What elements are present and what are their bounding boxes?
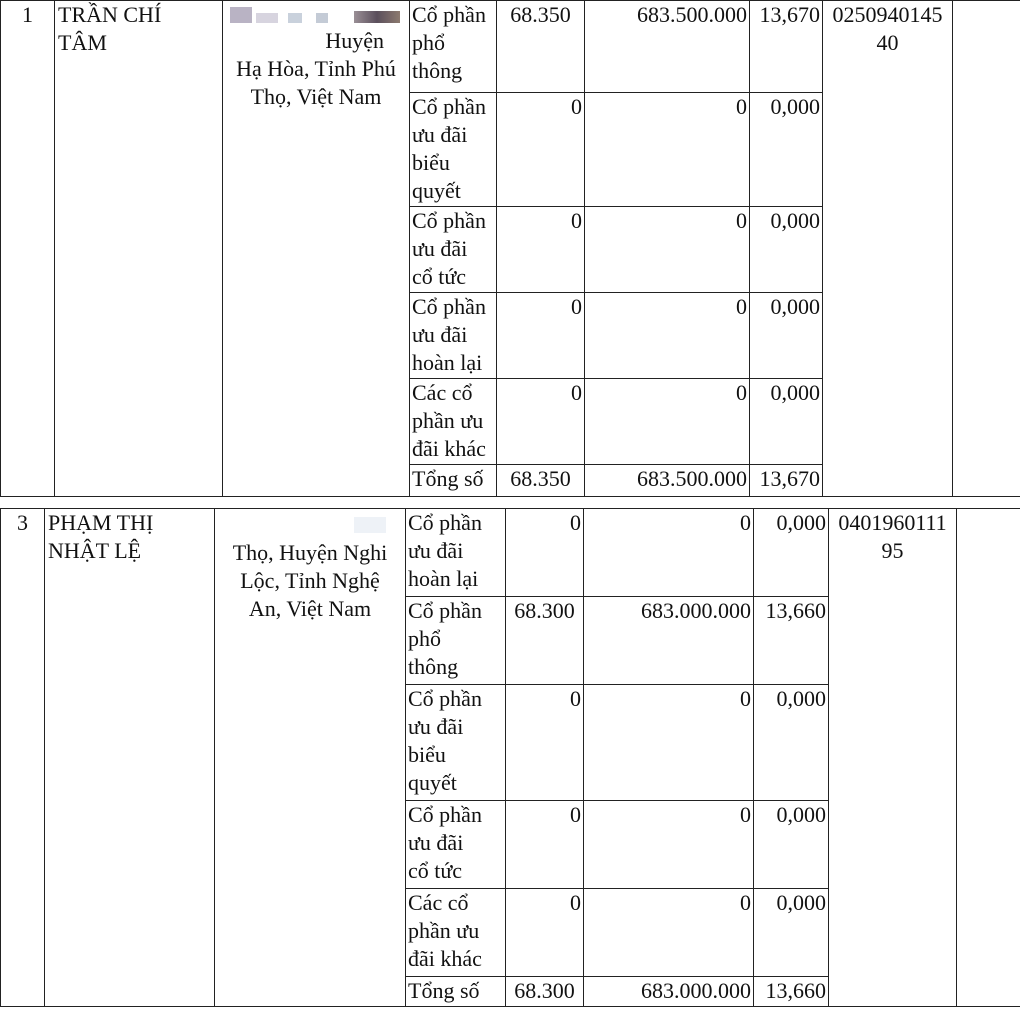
share-type-line: đãi khác [408,946,482,971]
quantity-cell: 0 [506,509,584,597]
share-type-line: ưu đãi [412,322,468,347]
ratio-cell: 0,000 [754,801,829,889]
share-type-cell [410,207,497,293]
share-type-cell [410,293,497,379]
id-number-line: 40 [876,30,899,55]
shareholder-block-1 [0,0,1020,497]
ratio-cell: 0,000 [754,685,829,801]
ratio-cell: 0,000 [754,509,829,597]
value-cell: 683.500.000 [585,1,750,93]
ratio-cell: 13,660 [754,977,829,1007]
ratio-cell: 13,670 [750,465,823,497]
share-type-line: Cổ phần [412,294,486,319]
share-type-line: cổ tức [412,264,467,289]
share-type-line: phổ [408,626,441,651]
share-type-line: quyết [408,770,457,795]
value-cell: 0 [585,207,750,293]
ratio-cell: 0,000 [750,379,823,465]
shareholder-table-1 [0,0,1020,497]
quantity-cell: 0 [506,685,584,801]
name-cell [55,1,223,497]
share-type-line: hoàn lại [408,566,479,591]
share-type-cell: Tổng số [406,977,506,1007]
share-type-line: quyết [412,178,461,203]
address-line: Thọ, Huyện Nghi [232,540,388,565]
share-type-line: phổ [412,30,445,55]
share-type-line: Cổ phần [408,510,482,535]
name-cell [45,509,215,1007]
share-type-line: Cổ phần [412,2,486,27]
address-cell [223,1,410,497]
share-type-line: đãi khác [412,436,486,461]
share-type-cell [406,889,506,977]
share-type-line: biểu [412,150,450,175]
value-cell: 0 [584,685,754,801]
value-cell: 683.000.000 [584,597,754,685]
quantity-cell: 0 [497,93,585,207]
note-cell [953,1,1020,497]
quantity-cell: 0 [497,379,585,465]
address-line: An, Việt Nam [248,596,372,621]
name-line: TÂM [58,30,107,55]
value-cell: 0 [585,379,750,465]
share-type-cell [406,597,506,685]
quantity-cell: 68.300 [506,597,584,685]
value-cell: 683.000.000 [584,977,754,1007]
share-type-line: phần ưu [412,408,484,433]
ratio-cell: 0,000 [754,889,829,977]
note-cell [957,509,1020,1007]
quantity-cell: 68.350 [497,465,585,497]
share-type-line: Các cổ [408,890,469,915]
share-type-line: Cổ phần [408,802,482,827]
shareholder-table-2 [0,508,1020,1007]
share-type-line: ưu đãi [408,538,464,563]
quantity-cell: 68.350 [497,1,585,93]
address-line: Lộc, Tỉnh Nghệ [240,568,380,593]
share-type-line: Cổ phần [408,686,482,711]
ratio-cell: 13,670 [750,1,823,93]
shareholder-block-2 [0,508,1020,1007]
ratio-cell: 0,000 [750,293,823,379]
id-number-cell [823,1,953,497]
name-line: NHẬT LỆ [48,538,142,563]
quantity-cell: 0 [506,889,584,977]
quantity-cell: 0 [497,207,585,293]
share-type-line: ưu đãi [412,122,468,147]
share-type-line: ưu đãi [408,714,464,739]
ratio-cell: 13,660 [754,597,829,685]
share-type-cell: Tổng số [410,465,497,497]
value-cell: 683.500.000 [585,465,750,497]
address-cell [215,509,406,1007]
quantity-cell: 68.300 [506,977,584,1007]
share-type-line: thông [412,58,463,83]
share-type-line: ưu đãi [412,236,468,261]
share-type-cell [406,801,506,889]
share-type-line: Các cổ [412,380,473,405]
ratio-cell: 0,000 [750,93,823,207]
share-type-line: cổ tức [408,858,463,883]
share-type-line: phần ưu [408,918,480,943]
share-type-line: Cổ phần [412,94,486,119]
value-cell: 0 [585,293,750,379]
page-gap [0,500,1020,508]
share-type-line: biểu [408,742,446,767]
share-type-line: ưu đãi [408,830,464,855]
id-number-line: 0401960111 [838,510,947,535]
share-type-line: hoàn lại [412,350,483,375]
share-type-cell [410,379,497,465]
address-line: Huyện [325,28,384,53]
name-line: PHẠM THỊ [48,510,154,535]
value-cell: 0 [584,509,754,597]
address-line: Thọ, Việt Nam [250,84,382,109]
stt-cell: 3 [1,509,45,1007]
share-type-line: Cổ phần [412,208,486,233]
ratio-cell: 0,000 [750,207,823,293]
quantity-cell: 0 [506,801,584,889]
redacted-address [226,1,406,27]
share-type-cell [410,93,497,207]
share-type-cell [410,1,497,93]
id-number-cell [829,509,957,1007]
value-cell: 0 [584,889,754,977]
id-number-line: 95 [881,538,904,563]
quantity-cell: 0 [497,293,585,379]
share-type-line: thông [408,654,459,679]
share-type-cell [406,509,506,597]
address-line: Hạ Hòa, Tỉnh Phú [236,56,396,81]
stt-cell: 1 [1,1,55,497]
name-line: TRẦN CHÍ [58,2,162,27]
value-cell: 0 [585,93,750,207]
value-cell: 0 [584,801,754,889]
share-type-line: Cổ phần [408,598,482,623]
redacted-address [218,509,402,539]
share-type-cell [406,685,506,801]
id-number-line: 0250940145 [832,2,943,27]
